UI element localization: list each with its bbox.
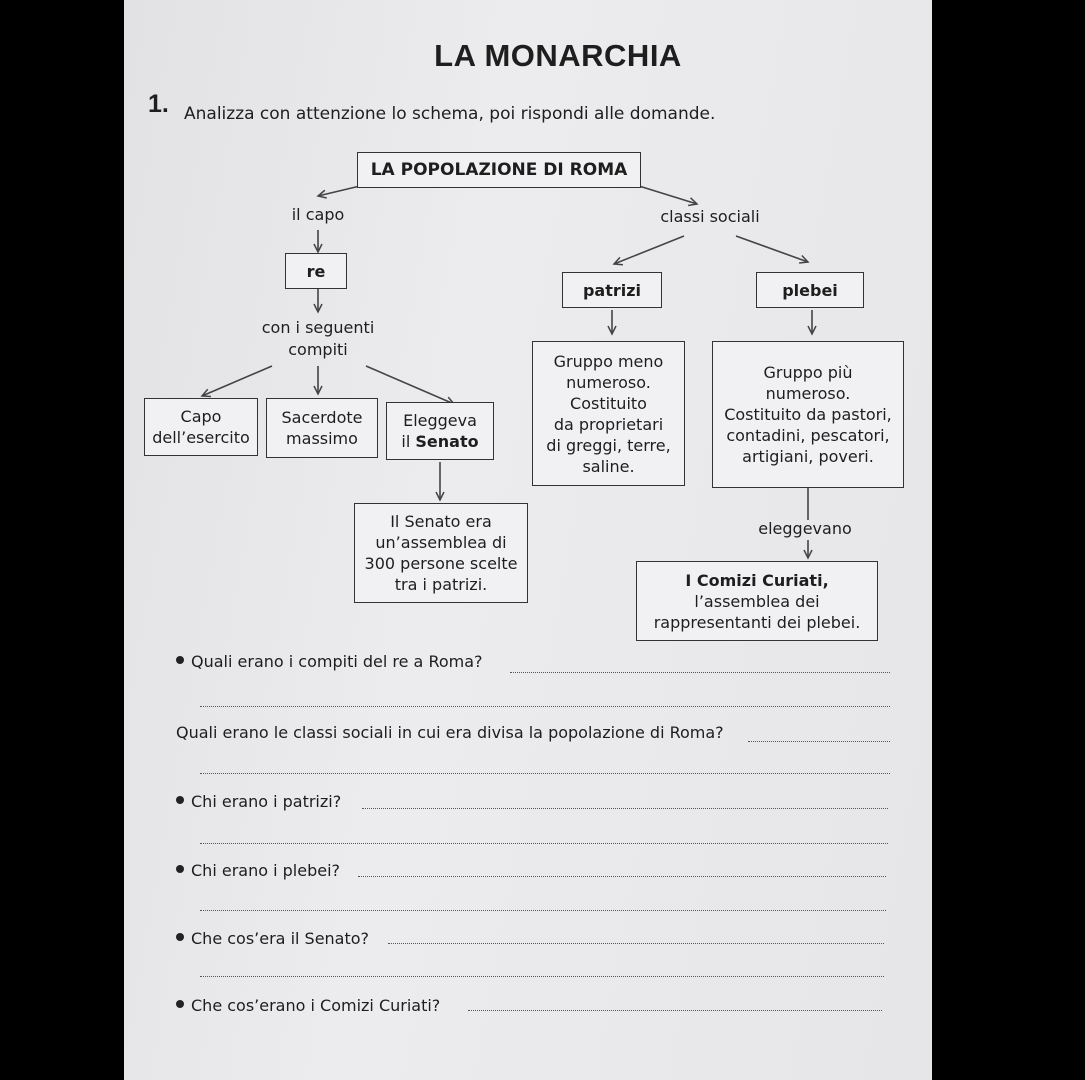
comizi-title: I Comizi Curiati,: [685, 570, 829, 590]
patrizi-desc-box: [532, 341, 685, 486]
question-1-text: Quali erano i compiti del re a Roma?: [191, 652, 483, 671]
question-2: [176, 723, 724, 742]
bullet-icon: [176, 656, 184, 664]
task-sacerdote: [266, 398, 378, 458]
answer-line-1a[interactable]: [510, 672, 890, 673]
answer-line-2b[interactable]: [200, 773, 890, 774]
exercise-number: 1.: [148, 90, 169, 118]
task-senato-bold: Senato: [415, 432, 479, 451]
plebei-box: [756, 272, 864, 308]
root-box: [357, 152, 641, 188]
plebei-desc: Gruppo più numeroso. Costituito da pastori, contadini, pescatori, artigiani, poveri.: [724, 363, 892, 466]
bullet-icon: [176, 1000, 184, 1008]
task-capo-esercito-label: Capo dell’esercito: [152, 407, 250, 447]
exercise-instruction: Analizza con attenzione lo schema, poi rispondi alle domande.: [184, 104, 716, 124]
task-senato: [386, 402, 494, 460]
root-label: LA POPOLAZIONE DI ROMA: [370, 159, 628, 180]
patrizi-desc: Gruppo meno numeroso. Costituito da proprietari di greggi, terre, saline.: [546, 351, 671, 476]
page-title: LA MONARCHIA: [434, 38, 682, 73]
answer-line-3b[interactable]: [200, 843, 888, 844]
patrizi-box: [562, 272, 662, 308]
question-3-text: Chi erano i patrizi?: [191, 792, 342, 811]
task-senato-prefix: il: [401, 432, 416, 451]
answer-line-3a[interactable]: [362, 808, 888, 809]
senato-box: [354, 503, 528, 603]
question-2-text: Quali erano le classi sociali in cui era divisa la popolazione di Roma?: [176, 723, 724, 742]
worksheet-page: [124, 0, 932, 1080]
question-6-text: Che cos’erano i Comizi Curiati?: [191, 996, 441, 1015]
arrow-root-to-classi: [639, 186, 697, 204]
arrow-to-senato: [366, 366, 454, 404]
bullet-icon: [176, 865, 184, 873]
comizi-box: [636, 561, 878, 641]
task-senato-line1: Eleggeva: [403, 411, 477, 430]
bullet-icon: [176, 796, 184, 804]
answer-line-5b[interactable]: [200, 976, 884, 977]
comizi-desc: l’assemblea dei rappresentanti dei plebei.: [653, 591, 861, 632]
answer-line-4b[interactable]: [200, 910, 886, 911]
question-5: [176, 929, 369, 948]
plebei-label: plebei: [782, 280, 838, 300]
re-box: [285, 253, 347, 289]
answer-line-4a[interactable]: [358, 876, 886, 877]
question-3: [176, 792, 341, 811]
answer-line-6a[interactable]: [468, 1010, 882, 1011]
answer-line-1b[interactable]: [200, 706, 890, 707]
question-4-text: Chi erano i plebei?: [191, 861, 340, 880]
arrow-root-to-capo: [318, 186, 360, 196]
classi-label: classi sociali: [660, 207, 760, 226]
task-capo-esercito: [144, 398, 258, 456]
re-label: re: [306, 261, 326, 281]
answer-line-5a[interactable]: [388, 943, 884, 944]
question-6: [176, 996, 440, 1015]
arrow-to-capo-esercito: [202, 366, 272, 396]
arrow-to-plebei: [736, 236, 808, 262]
compiti-label: con i seguenti compiti: [261, 318, 375, 359]
answer-line-2a[interactable]: [748, 741, 890, 742]
plebei-desc-box: [712, 341, 904, 488]
question-5-text: Che cos’era il Senato?: [191, 929, 370, 948]
senato-desc: Il Senato era un’assemblea di 300 persone scelte tra i patrizi.: [364, 512, 518, 594]
question-4: [176, 861, 340, 880]
capo-label: il capo: [291, 205, 345, 224]
eleggevano-label: eleggevano: [758, 519, 852, 538]
question-1: [176, 652, 483, 671]
bullet-icon: [176, 933, 184, 941]
task-sacerdote-label: Sacerdote massimo: [281, 408, 363, 448]
arrow-to-patrizi: [614, 236, 684, 264]
patrizi-label: patrizi: [582, 280, 642, 300]
